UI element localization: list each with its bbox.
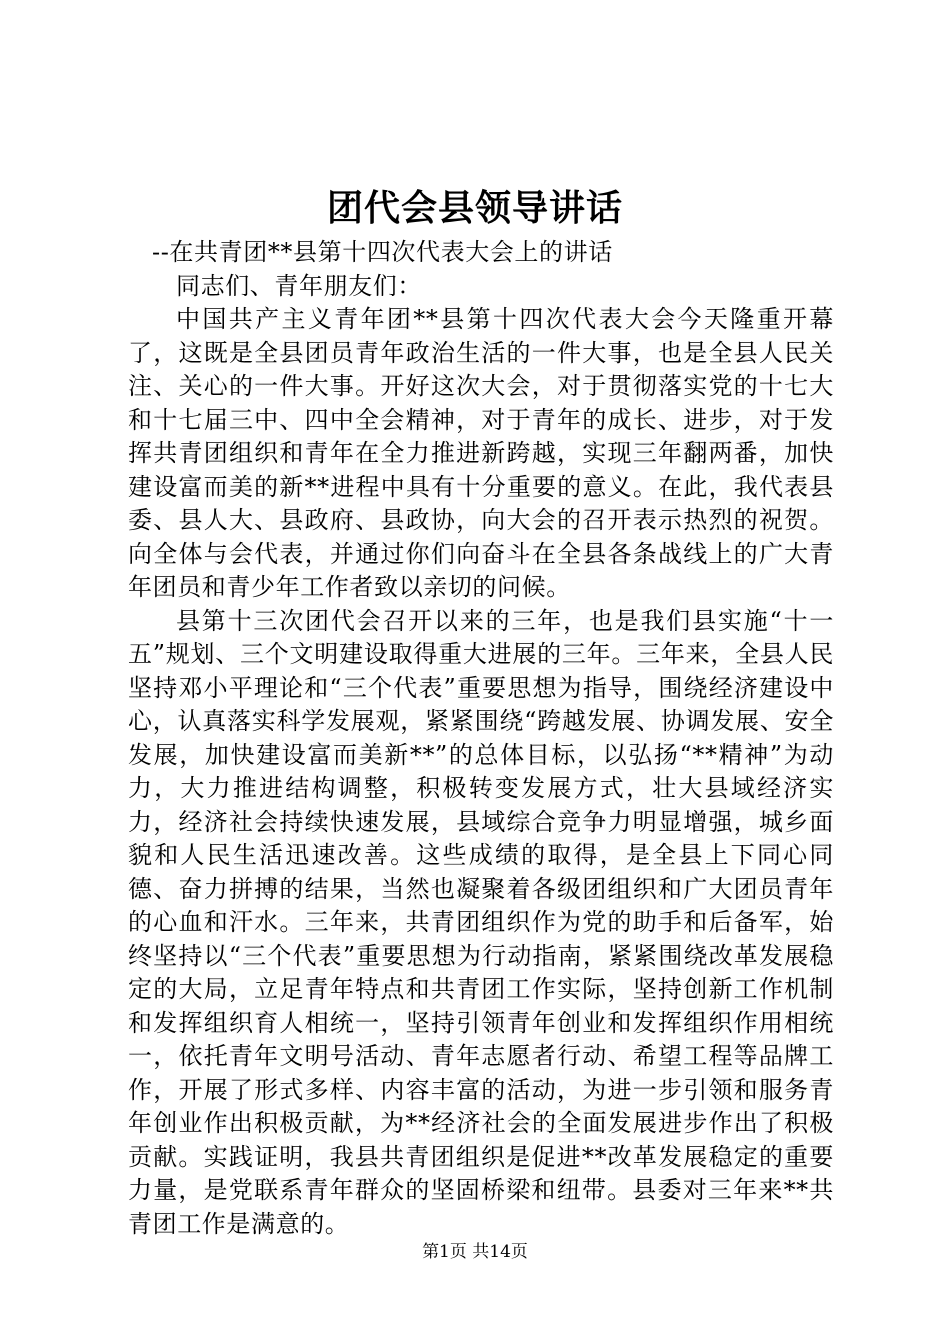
page-number-footer: 第1页 共14页 <box>422 1242 528 1262</box>
salutation: 同志们、青年朋友们： <box>176 271 422 300</box>
document-body <box>128 236 834 1241</box>
paragraph: 中国共产主义青年团**县第十四次代表大会今天隆重开幕了，这既是全县团员青年政治生活的一件大事，也是全县人民关注、关心的一件大事。开好这次大会，对于贯彻落实党的十七大和十七届三中、四中全会精神，对于青年的成长、进步，对于发挥共青团组织和青年在全力推进新跨越，实现三年翻两番，加快建设富而美的新**进程中具有十分重要的意义。在此，我代表县委、县人大、县政府、县政协，向大会的召开表示热烈的祝贺。向全体与会代表，并通过你们向奋斗在全县各条战线上的广大青年团员和青少年工作者致以亲切的问候。 <box>128 305 834 601</box>
paragraph: 县第十三次团代会召开以来的三年，也是我们县实施“十一五”规划、三个文明建设取得重大进展的三年。三年来，全县人民坚持邓小平理论和“三个代表”重要思想为指导，围绕经济建设中心，认真落实科学发展观，紧紧围绕“跨越发展、协调发展、安全发展，加快建设富而美新**”的总体目标，以弘扬“**精神”为动力，大力推进结构调整，积极转变发展方式，壮大县域经济实力，经济社会持续快速发展，县域综合竞争力明显增强，城乡面貌和人民生活迅速改善。这些成绩的取得，是全县上下同心同德、奋力拼搏的结果，当然也凝聚着各级团组织和广大团员青年的心血和汗水。三年来，共青团组织作为党的助手和后备军，始终坚持以“三个代表”重要思想为行动指南，紧紧围绕改革发展稳定的大局，立足青年特点和共青团工作实际，坚持创新工作机制和发挥组织育人相统一，坚持引领青年创业和发挥组织作用相统一，依托青年文明号活动、青年志愿者行动、希望工程等品牌工作，开展了形式多样、内容丰富的活动，为进一步引领和服务青年创业作出积极贡献，为**经济社会的全面发展进步作出了积极贡献。实践证明，我县共青团组织是促进**改革发展稳定的重要力量，是党联系青年群众的坚固桥梁和纽带。县委对三年来**共青团工作是满意的。 <box>128 606 834 1238</box>
document-title: 团代会县领导讲话 <box>326 187 623 229</box>
document-subtitle: --在共青团**县第十四次代表大会上的讲话 <box>152 238 613 266</box>
